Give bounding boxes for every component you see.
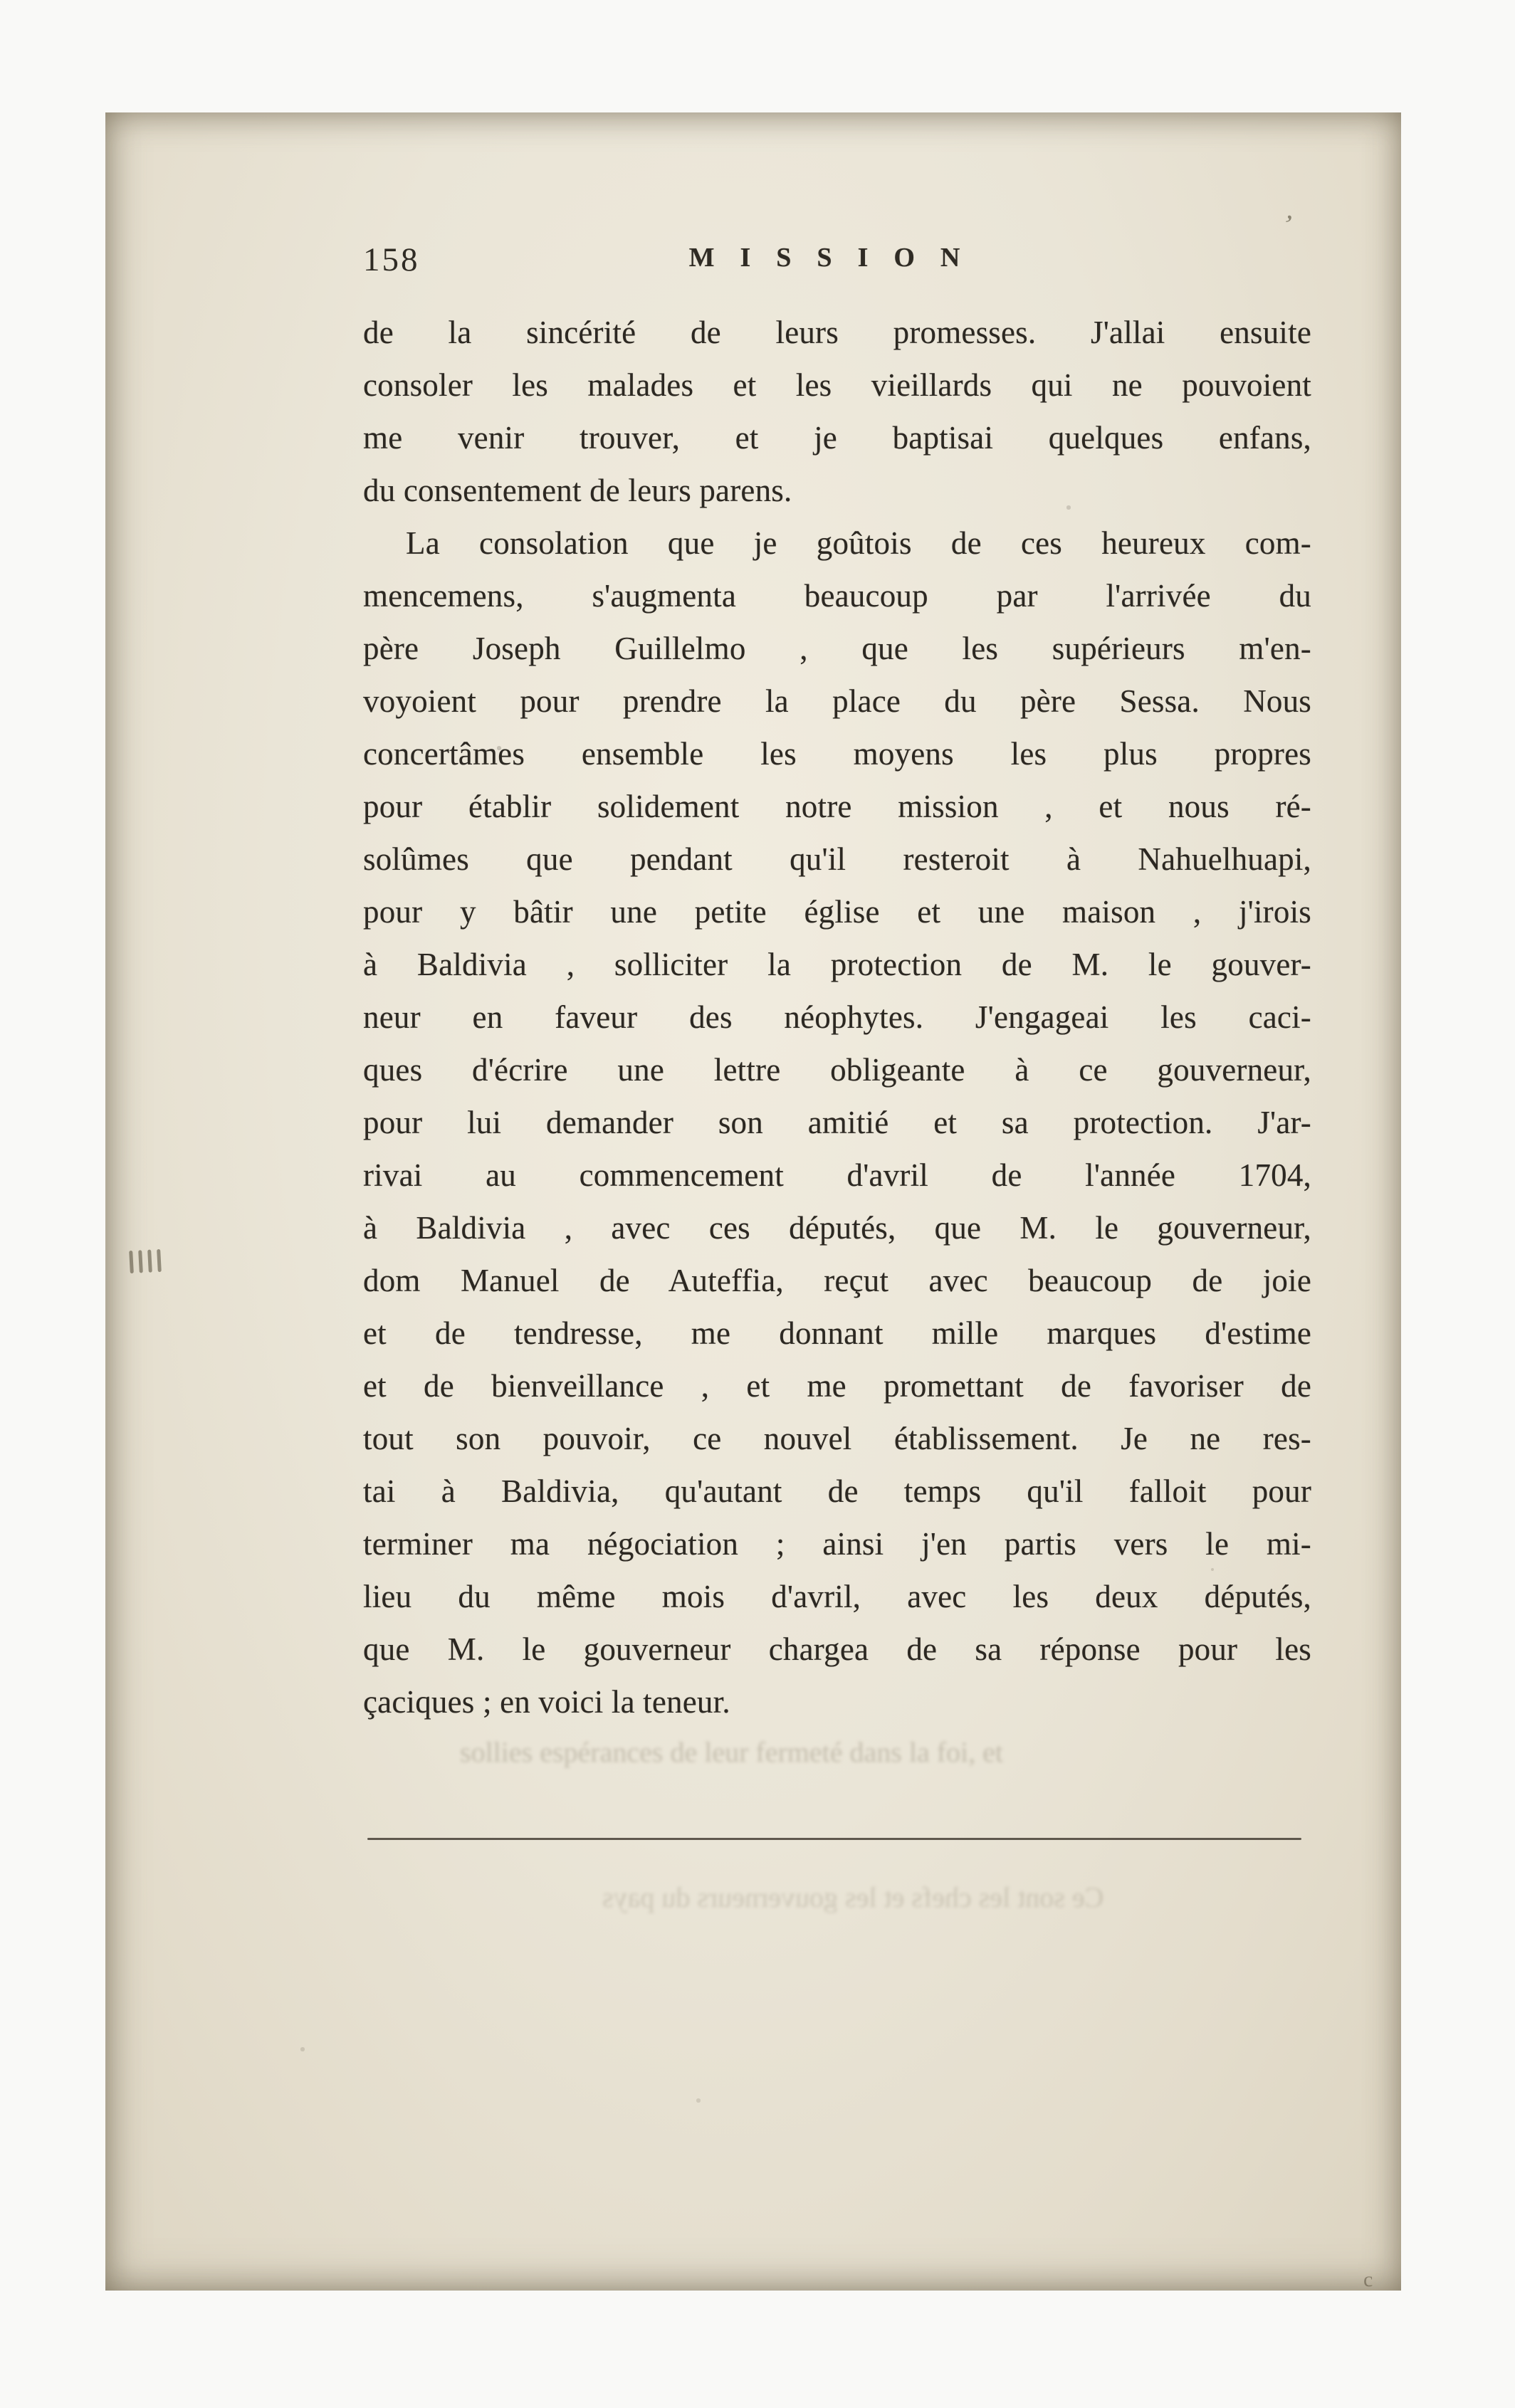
text-line: père Joseph Guillelmo , que les supérieurs m'en- xyxy=(363,631,1311,666)
text-line: rivai au commencement d'avril de l'année 1704, xyxy=(363,1157,1311,1193)
text-line: me venir trouver, et je baptisai quelques enfans, xyxy=(363,420,1311,456)
paragraph xyxy=(363,306,1311,517)
bleed-through-text-mirrored: Ce sont les chefs et les gouverneurs du pays xyxy=(602,1881,1104,1913)
text-line: à Baldivia , solliciter la protection de M. le gouver- xyxy=(363,947,1311,982)
ink-stray-mark: ’ xyxy=(1279,208,1296,241)
section-rule xyxy=(367,1838,1301,1840)
text-line: mencemens, s'augmenta beaucoup par l'arrivée du xyxy=(363,578,1311,614)
text-line: dom Manuel de Auteffia, reçut avec beaucoup de joie xyxy=(363,1263,1311,1298)
text-line: La consolation que je goûtois de ces heureux com- xyxy=(406,525,1311,561)
text-line: de la sincérité de leurs promesses. J'allai ensuite xyxy=(363,315,1311,350)
text-block xyxy=(363,306,1311,1728)
text-line: çaciques ; en voici la teneur. xyxy=(363,1684,730,1720)
text-line: que M. le gouverneur chargea de sa réponse pour les xyxy=(363,1631,1311,1667)
chain-line-marks xyxy=(129,1249,162,1273)
text-line: solûmes que pendant qu'il resteroit à Nahuelhuapi, xyxy=(363,841,1311,877)
page-number: 158 xyxy=(363,241,420,278)
bleed-through-text: sollies espérances de leur fermeté dans la foi, et xyxy=(460,1736,1004,1768)
text-line: pour y bâtir une petite église et une maison , j'irois xyxy=(363,894,1311,930)
text-line: concertâmes ensemble les moyens les plus propres xyxy=(363,736,1311,772)
text-line: et de bienveillance , et me promettant de favoriser de xyxy=(363,1368,1311,1404)
running-title: MISSION xyxy=(688,243,986,273)
text-line: à Baldivia , avec ces députés, que M. le gouverneur, xyxy=(363,1210,1311,1246)
text-line: du consentement de leurs parens. xyxy=(363,473,792,508)
corner-mark: c xyxy=(1363,2268,1373,2291)
text-line: tout son pouvoir, ce nouvel établissement. Je ne res- xyxy=(363,1421,1311,1456)
paper-speckles xyxy=(0,0,1,1)
text-line: tai à Baldivia, qu'autant de temps qu'il falloit pour xyxy=(363,1473,1311,1509)
paragraph xyxy=(363,517,1311,1728)
text-line: neur en faveur des néophytes. J'engageai les caci- xyxy=(363,999,1311,1035)
text-line: ques d'écrire une lettre obligeante à ce gouverneur, xyxy=(363,1052,1311,1088)
page-header-row xyxy=(363,238,1311,283)
text-line: lieu du même mois d'avril, avec les deux députés, xyxy=(363,1579,1311,1614)
text-line: consoler les malades et les vieillards qui ne pouvoient xyxy=(363,367,1311,403)
text-line: pour établir solidement notre mission , et nous ré- xyxy=(363,789,1311,824)
text-line: terminer ma négociation ; ainsi j'en partis vers le mi- xyxy=(363,1526,1311,1562)
text-line: et de tendresse, me donnant mille marques d'estime xyxy=(363,1315,1311,1351)
text-line: pour lui demander son amitié et sa protection. J'ar- xyxy=(363,1105,1311,1140)
text-line: voyoient pour prendre la place du père Sessa. Nous xyxy=(363,683,1311,719)
